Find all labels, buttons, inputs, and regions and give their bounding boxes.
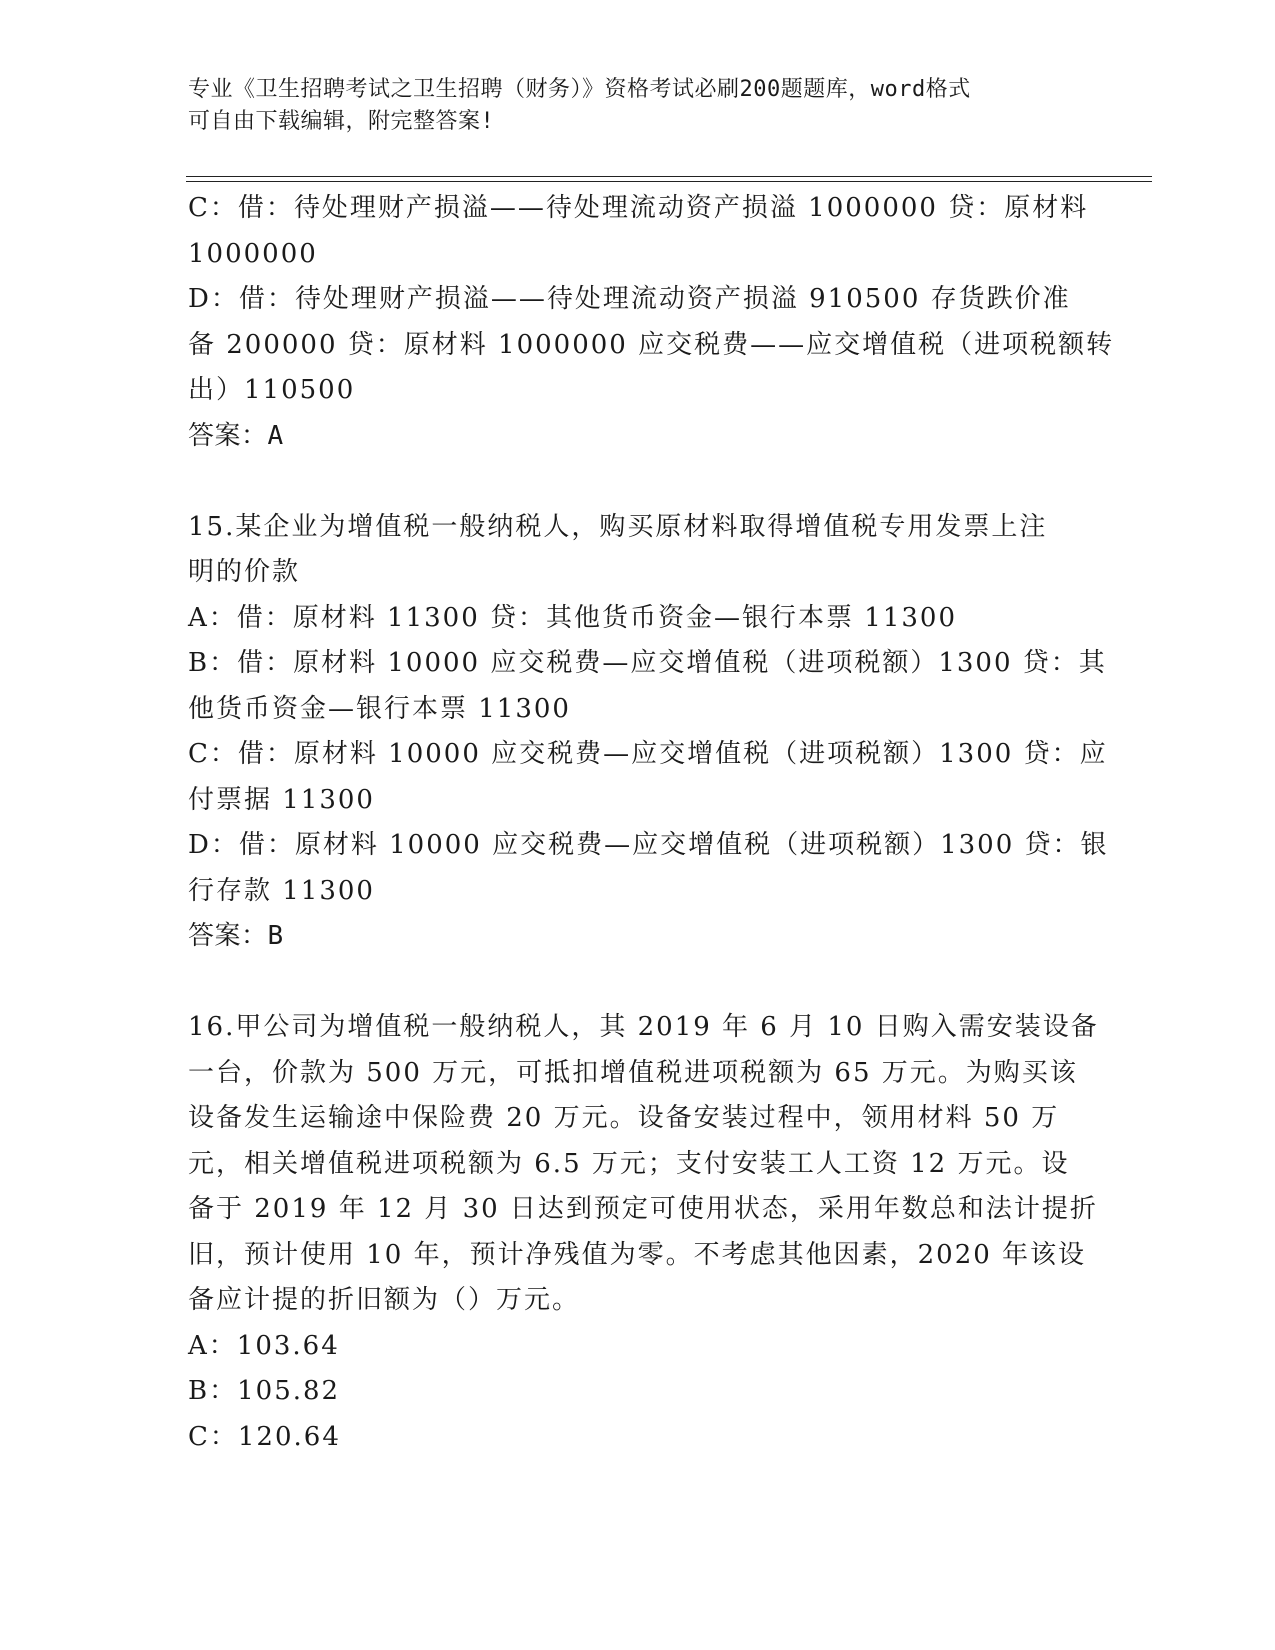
q15-option-d-line-2: 行存款 11300: [188, 875, 375, 906]
q14-option-d: [188, 277, 1115, 414]
q15-option-c-line-1: C：借：原材料 10000 应交税费—应交增值税（进项税额）1300 贷：应: [188, 739, 1108, 769]
header-title-line-1: 专业《卫生招聘考试之卫生招聘（财务）》资格考试必刷200题题库，word格式: [188, 77, 971, 102]
q14-option-c-line-2: 1000000: [188, 238, 318, 269]
q16-stem-line-1: 16.甲公司为增值税一般纳税人，其 2019 年 6 月 10 日购入需安装设备: [188, 1012, 1099, 1042]
q15-option-c: [188, 732, 1108, 823]
question-14-tail: [188, 186, 1115, 459]
q14-option-d-line-3: 出）110500: [188, 375, 356, 405]
question-content: [188, 186, 1115, 1460]
q15-stem-line-1: 15.某企业为增值税一般纳税人，购买原材料取得增值税专用发票上注: [188, 511, 1048, 542]
q16-stem-line-4: 元，相关增值税进项税额为 6.5 万元；支付安装工人工资 12 万元。设: [188, 1148, 1070, 1179]
question-16: [188, 1005, 1099, 1460]
q16-stem-line-3: 设备发生运输途中保险费 20 万元。设备安装过程中，领用材料 50 万: [188, 1103, 1060, 1133]
q15-option-b: [188, 641, 1107, 732]
q15-option-a-line-1: A：借：原材料 11300 贷：其他货币资金—银行本票 11300: [188, 602, 957, 633]
q15-stem: [188, 505, 1088, 596]
q14-option-d-line-2: 备 200000 贷：原材料 1000000 应交税费——应交增值税（进项税额转: [188, 329, 1115, 360]
q14-option-d-line-1: D：借：待处理财产损溢——待处理流动资产损溢 910500 存货跌价准: [188, 284, 1071, 314]
header-rule-bottom: [186, 181, 1152, 182]
header-rule-top: [186, 176, 1152, 177]
q15-option-d-line-1: D：借：原材料 10000 应交税费—应交增值税（进项税额）1300 贷：银: [188, 830, 1109, 860]
q15-stem-line-2: 明的价款: [188, 557, 301, 587]
q15-option-a: [188, 596, 1088, 642]
q15-option-b-line-1: B：借：原材料 10000 应交税费—应交增值税（进项税额）1300 贷：其: [188, 648, 1107, 678]
q15-option-d: [188, 823, 1109, 914]
q16-option-b: B：105.82: [188, 1376, 341, 1406]
q15-option-b-line-2: 他货币资金—银行本票 11300: [188, 693, 571, 724]
q14-option-c-line-1: C：借：待处理财产损溢——待处理流动资产损溢 1000000 贷：原材料: [188, 193, 1089, 223]
spacer: [188, 960, 1088, 1006]
q15-option-c-line-2: 付票据 11300: [188, 784, 375, 815]
header-title-line-2: 可自由下载编辑，附完整答案!: [188, 109, 495, 134]
spacer: [188, 459, 1088, 505]
q14-option-c: [188, 186, 1088, 277]
q16-option-a: A：103.64: [188, 1330, 340, 1361]
q15-answer: 答案：B: [188, 921, 284, 951]
q16-option-c: C：120.64: [188, 1421, 341, 1452]
question-15: [188, 505, 1109, 960]
q16-stem-line-2: 一台，价款为 500 万元，可抵扣增值税进项税额为 65 万元。为购买该: [188, 1057, 1078, 1088]
q16-stem: [188, 1005, 1099, 1324]
document-header: [188, 74, 1068, 138]
q16-stem-line-5: 备于 2019 年 12 月 30 日达到预定可使用状态，采用年数总和法计提折: [188, 1194, 1098, 1224]
q16-stem-line-6: 旧，预计使用 10 年，预计净残值为零。不考虑其他因素，2020 年该设: [188, 1239, 1087, 1270]
q14-answer: 答案：A: [188, 420, 284, 451]
q16-stem-line-7: 备应计提的折旧额为（）万元。: [188, 1285, 581, 1315]
